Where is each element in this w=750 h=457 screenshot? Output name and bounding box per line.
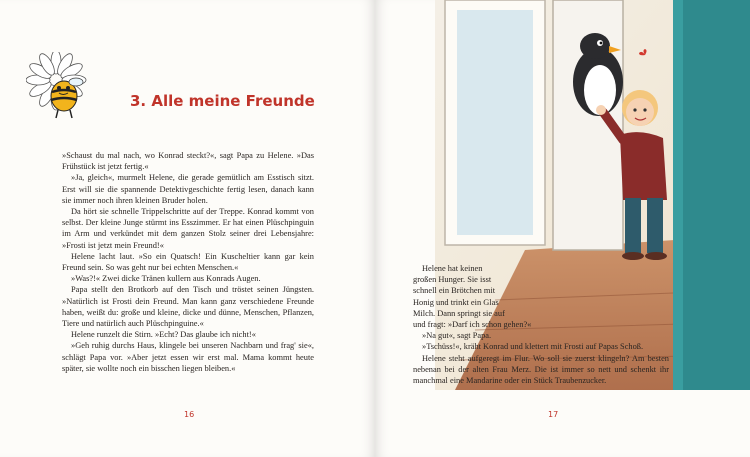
- text-line: Helene hat keinen: [422, 264, 483, 273]
- text-line: schnell ein Brötchen mit: [413, 286, 496, 296]
- paragraph: Da hört sie schnelle Trippelschritte auf der Treppe. Konrad kommt von selbst. Der kleine Junge stürmt ins Esszimmer. Er hat einen Plüschpinguin im Arm und verkündet mit dem ganzen Stolz seiner drei Lebensjahre: »Frosti ist jetzt mein Freund!«: [62, 207, 314, 250]
- paragraph: Helene steht aufgeregt im Flur. Wo soll sie zuerst klingeln? Am besten nebenan bei der alten Frau Merz. Die ist immer so nett und schenkt ihr manchmal eine Mandarine oder ein Stück Traubenzucker.: [413, 353, 669, 386]
- paragraph: »Tschüss!«, kräht Konrad und klettert mit Frosti auf Papas Schoß.: [422, 342, 644, 352]
- text-line: Milch. Dann springt sie auf: [413, 308, 505, 318]
- text-line: und fragt: »Darf ich schon gehen?«: [413, 320, 532, 330]
- daisy-bee-icon: [26, 52, 92, 122]
- page-number-right: 17: [548, 410, 559, 419]
- paragraph: »Ja, gleich«, murmelt Helene, die gerade gemütlich am Esstisch sitzt. Erst will sie die spannende Detektivgeschichte fertig lesen, danach kann sie immer noch ihren kleinen Bruder holen.: [62, 173, 314, 205]
- paragraph: »Schaust du mal nach, wo Konrad steckt?«, sagt Papa zu Helene. »Das Frühstück ist jetzt fertig.«: [62, 151, 314, 172]
- chapter-title: 3. Alle meine Freunde: [130, 92, 315, 110]
- narrow-text-block: [413, 263, 543, 319]
- paragraph: Helene lacht laut. »So ein Quatsch! Ein Kuscheltier kann gar kein Freund sein. So was geht nur bei echten Menschen.«: [62, 251, 314, 273]
- text-line: Honig und trinkt ein Glas: [413, 297, 499, 307]
- paragraph: »Was?!« Zwei dicke Tränen kullern aus Konrads Augen.: [71, 274, 261, 284]
- paragraph: »Geh ruhig durchs Haus, klingele bei unseren Nachbarn und frag' sie«, schlägt Papa vor. »Aber jetzt essen wir erst mal. Mama kommt heute später, sie wollte noch ein bisschen liegen bleiben.«: [62, 341, 314, 373]
- left-page-text: [62, 150, 314, 374]
- page-number-left: 16: [184, 410, 195, 419]
- paragraph: Papa stellt den Brotkorb auf den Tisch und tröstet seinen Jüngsten. »Natürlich ist Frosti dein Freund. Man kann ganz verschiedene Freunde haben, weißt du: große und kleine, dicke und dünne, Menschen, Pflanzen, Tiere und natürlich auch Plüschpinguine.«: [62, 285, 314, 329]
- right-page: [375, 0, 750, 457]
- right-page-text: [413, 263, 669, 386]
- text-line: großen Hunger. Sie isst: [413, 275, 492, 285]
- paragraph: Helene runzelt die Stirn. »Echt? Das glaube ich nicht!«: [71, 330, 256, 340]
- paragraph: »Na gut«, sagt Papa.: [422, 331, 492, 341]
